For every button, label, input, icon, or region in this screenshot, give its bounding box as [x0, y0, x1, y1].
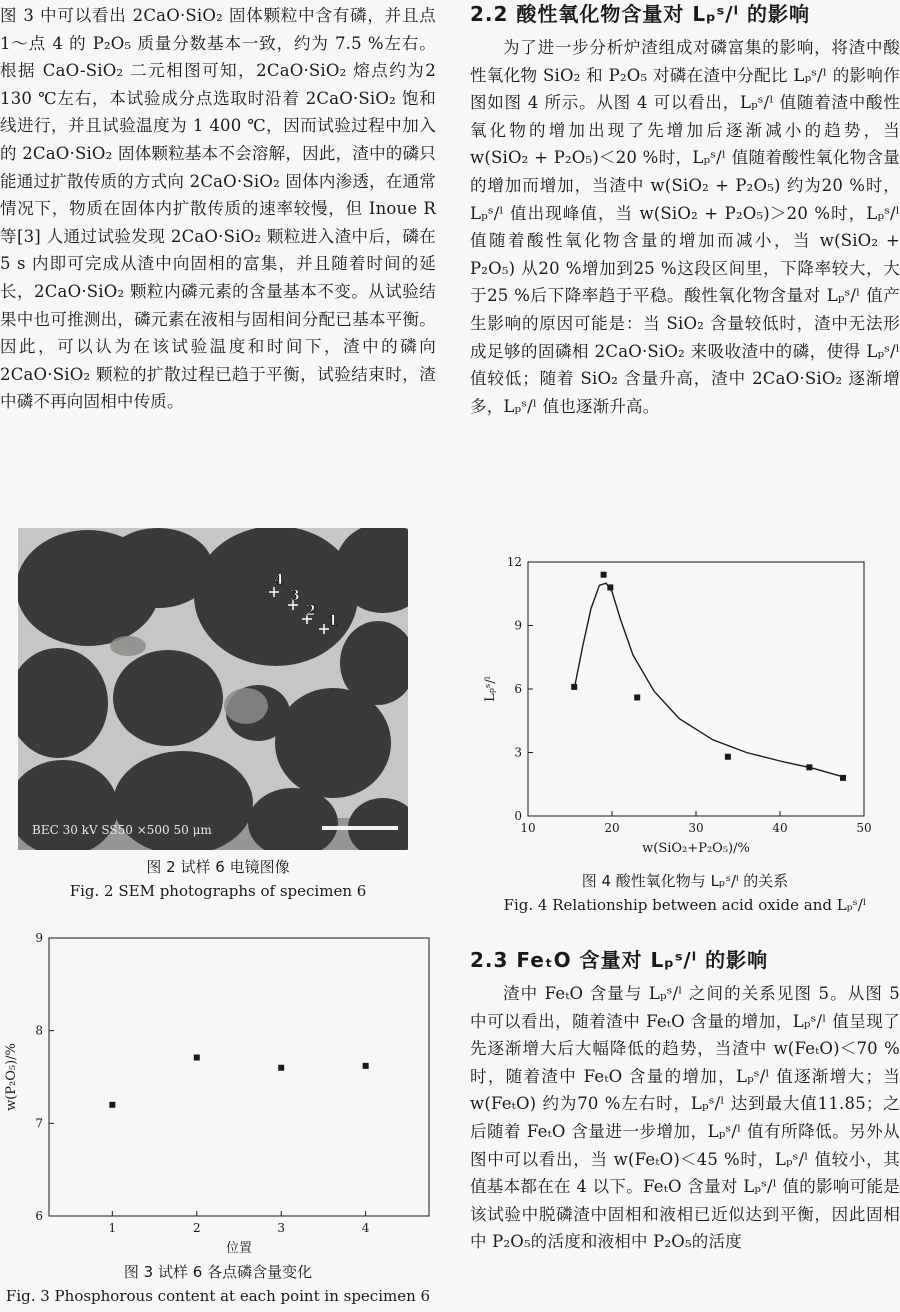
data-point [634, 694, 640, 700]
x-tick-label: 4 [361, 1221, 370, 1235]
y-tick-label: 6 [35, 1209, 43, 1223]
figure-3-caption-cn: 图 3 试样 6 各点磷含量变化 [123, 1263, 313, 1281]
x-tick-label: 10 [520, 821, 536, 835]
point-label-2: 2 [306, 603, 316, 619]
data-point [607, 584, 613, 590]
y-tick-label: 9 [514, 618, 522, 633]
figure-4-caption-en: Fig. 4 Relationship between acid oxide and Lₚˢ/ˡ [503, 896, 867, 914]
paragraph-2-3: 渣中 FeₜO 含量与 Lₚˢ/ˡ 之间的关系见图 5。从图 5 中可以看出，随着渣中 FeₜO 含量的增加，Lₚˢ/ˡ 值呈现了先逐渐增大后大幅降低的趋势，当渣中 w(FeₜO)＜70 %时，随着渣中 FeₜO 含量的增加，Lₚˢ/ˡ 值逐渐增大；当 w(FeₜO) 约为70 %左右时，Lₚˢ/ˡ 达到最大值11.85；之后随着 FeₜO 含量进一步增加，Lₚˢ/ˡ 值有所降低。另外从图中可以看出，当 w(FeₜO)＜45 %时，Lₚˢ/ˡ 值较小，其值基本都在在 4 以下。FeₜO 含量对 Lₚˢ/ˡ 值的影响可能是该试验中脱磷渣中固相和液相已近似达到平衡，因此固相中 P₂O₅的活度和液相中 P₂O₅的活度 [470, 984, 900, 1252]
plot-frame [528, 562, 864, 816]
y-axis-label: Lₚˢ/ˡ [483, 676, 498, 702]
sem-image [18, 528, 408, 850]
figure-4 [470, 548, 900, 918]
figure-3 [0, 928, 436, 1312]
data-point [109, 1102, 115, 1108]
y-axis-label: w(P₂O₅)/% [4, 1043, 19, 1111]
x-tick-label: 20 [604, 821, 620, 835]
figure-2 [18, 528, 408, 908]
data-point [725, 754, 731, 760]
data-point [806, 764, 812, 770]
x-tick-label: 1 [108, 1221, 117, 1235]
figure-4-caption-cn: 图 4 酸性氧化物与 Lₚˢ/ˡ 的关系 [581, 872, 789, 890]
y-tick-label: 7 [35, 1116, 43, 1131]
fit-curve [574, 583, 843, 777]
paragraph-left: 图 3 中可以看出 2CaO·SiO₂ 固体颗粒中含有磷，并且点 1～点 4 的 P₂O₅ 质量分数基本一致，约为 7.5 %左右。根据 CaO-SiO₂ 二元相图可知，2CaO·SiO₂ 熔点约为2 130 ℃左右，本试验成分点选取时沿着 2CaO·SiO₂ 饱和线进行，并且试验温度为 1 400 ℃，因而试验过程中加入的 2CaO·SiO₂ 固体颗粒基本不会溶解，因此，渣中的磷只能通过扩散传质的方式向 2CaO·SiO₂ 固体内渗透，在通常情况下，物质在固体内扩散传质的速率较慢，但 Inoue R 等[3] 人通过试验发现 2CaO·SiO₂ 颗粒进入渣中后，磷在 5 s 内即可完成从渣中向固相的富集，并且随着时间的延长，2CaO·SiO₂ 颗粒内磷元素的含量基本不变。从试验结果中也可推测出，磷元素在液相与固相间分配已基本平衡。因此，可以认为在该试验温度和时间下，渣中的磷向 2CaO·SiO₂ 颗粒的扩散过程已趋于平衡，试验结束时，渣中磷不再向固相中传质。 [0, 6, 436, 412]
x-tick-label: 30 [688, 821, 704, 835]
x-axis-label: 位置 [225, 1241, 253, 1256]
scale-bar [322, 826, 398, 830]
point-label-4: 4 [274, 572, 284, 588]
sem-info-text: BEC 30 kV SS50 ×500 50 μm [32, 823, 212, 837]
data-point [840, 775, 846, 781]
figure-3-chart [0, 928, 436, 1258]
paragraph-2-2: 为了进一步分析炉渣组成对磷富集的影响，将渣中酸性氧化物 SiO₂ 和 P₂O₅ 对磷在渣中分配比 Lₚˢ/ˡ 的影响作图如图 4 所示。从图 4 可以看出，Lₚˢ/ˡ 值随着渣中酸性氧化物的增加出现了先增加后逐渐减小的趋势，当 w(SiO₂ + P₂O₅)＜20 %时，Lₚˢ/ˡ 值随着酸性氧化物含量的增加而增加，当渣中 w(SiO₂ + P₂O₅) 约为20 %时，Lₚˢ/ˡ 值出现峰值，当 w(SiO₂ + P₂O₅)＞20 %时，Lₚˢ/ˡ 值随着酸性氧化物含量的增加而减小，当 w(SiO₂ + P₂O₅) 从20 %增加到25 %这段区间里，下降率较大，大于25 %后下降率趋于平稳。酸性氧化物含量对 Lₚˢ/ˡ 值产生影响的原因可能是：当 SiO₂ 含量较低时，渣中无法形成足够的固磷相 2CaO·SiO₂ 来吸收渣中的磷，使得 Lₚˢ/ˡ 值较低；随着 SiO₂ 含量升高，渣中 2CaO·SiO₂ 逐渐增多，Lₚˢ/ˡ 值也逐渐升高。 [470, 38, 900, 416]
point-label-1: 1 [328, 613, 338, 629]
y-tick-label: 9 [35, 931, 43, 945]
figure-2-caption-cn: 图 2 试样 6 电镜图像 [146, 858, 290, 876]
plot-frame [49, 938, 429, 1216]
section-heading-2-3: 2.3 FeₜO 含量对 Lₚˢ/ˡ 的影响 [470, 948, 769, 972]
x-axis-label: w(SiO₂+P₂O₅)/% [642, 841, 750, 856]
section-heading-2-2: 2.2 酸性氧化物含量对 Lₚˢ/ˡ 的影响 [470, 2, 810, 26]
data-point [278, 1065, 284, 1071]
x-tick-label: 40 [772, 821, 788, 835]
y-tick-label: 3 [514, 745, 522, 760]
data-point [363, 1063, 369, 1069]
y-tick-label: 6 [514, 682, 522, 696]
point-label-3: 3 [290, 588, 300, 604]
x-tick-label: 2 [192, 1221, 201, 1235]
figure-3-caption-en: Fig. 3 Phosphorous content at each point in specimen 6 [5, 1287, 431, 1305]
data-point [571, 684, 577, 690]
figure-2-caption-en: Fig. 2 SEM photographs of specimen 6 [69, 882, 367, 900]
y-tick-label: 0 [514, 809, 522, 823]
data-point [194, 1055, 200, 1061]
figure-4-chart [470, 548, 900, 868]
x-tick-label: 3 [277, 1221, 286, 1235]
y-tick-label: 8 [35, 1023, 43, 1038]
y-tick-label: 12 [506, 555, 522, 569]
x-tick-label: 50 [856, 821, 872, 835]
data-point [601, 572, 607, 578]
